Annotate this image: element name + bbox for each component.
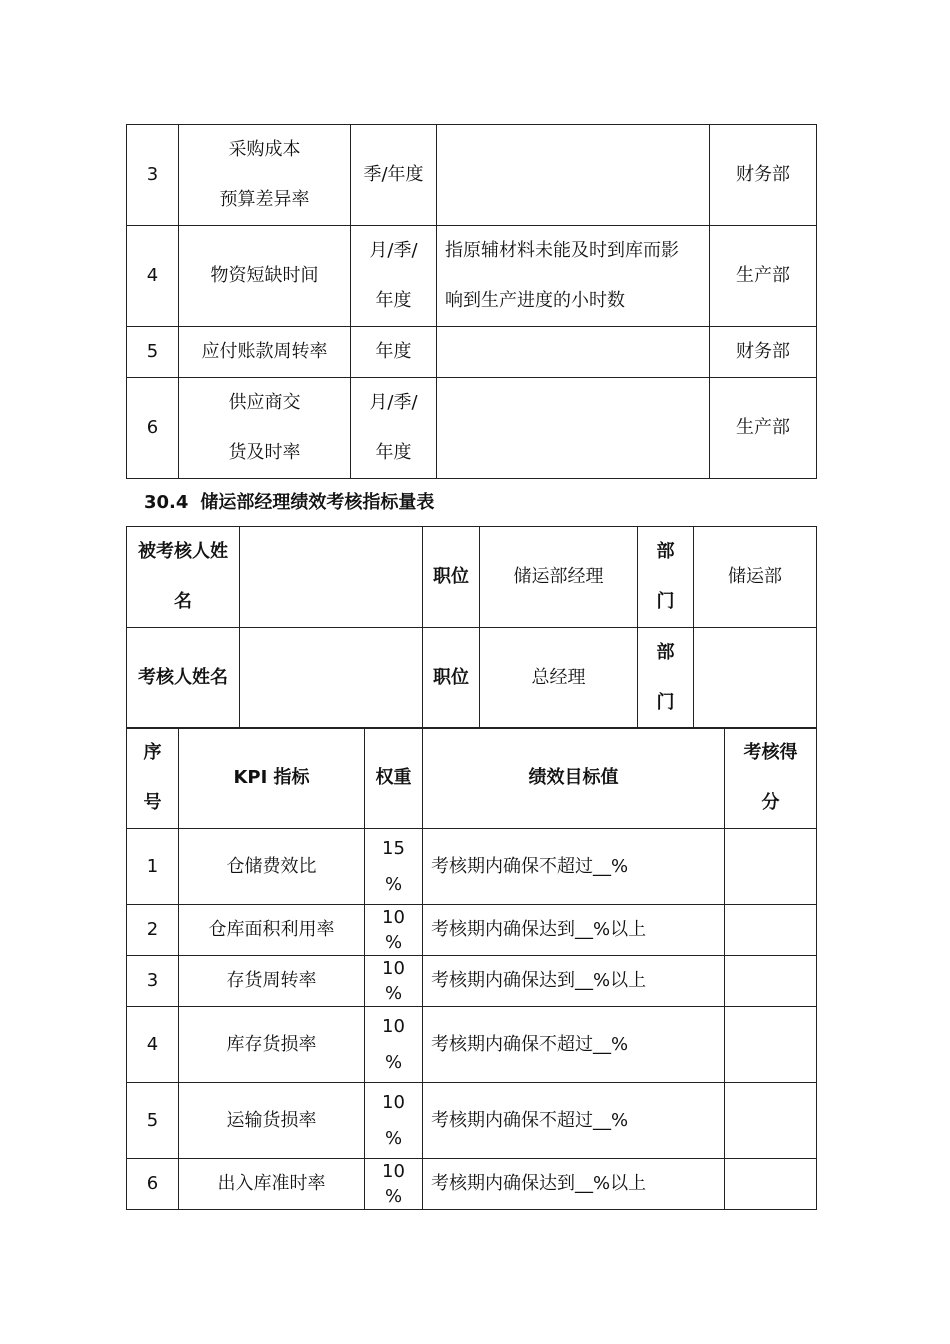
table-row <box>127 378 817 479</box>
kpi-name: 供应商交 货及时率 <box>179 378 351 479</box>
table-row <box>127 1159 817 1210</box>
kpi-table <box>126 727 817 1210</box>
target: 考核期内确保不超过__% <box>423 1083 725 1159</box>
target: 考核期内确保达到__%以上 <box>423 956 725 1007</box>
row-number: 3 <box>127 956 179 1007</box>
kpi-name: 运输货损率 <box>179 1083 365 1159</box>
weight: 10 % <box>365 1159 423 1210</box>
period: 季/年度 <box>351 125 437 226</box>
kpi-name: 物资短缺时间 <box>179 226 351 327</box>
kpi-continuation-table <box>126 124 817 479</box>
table-row <box>127 1083 817 1159</box>
assessee-name-label: 被考核人姓 名 <box>127 527 240 628</box>
table-row <box>127 628 817 729</box>
position-value: 总经理 <box>480 628 638 729</box>
header-no: 序 号 <box>127 728 179 829</box>
department-value <box>694 628 817 729</box>
score <box>725 905 817 956</box>
target: 考核期内确保达到__%以上 <box>423 1159 725 1210</box>
period: 年度 <box>351 327 437 378</box>
assessor-name-label: 考核人姓名 <box>127 628 240 729</box>
row-number: 5 <box>127 327 179 378</box>
kpi-name: 应付账款周转率 <box>179 327 351 378</box>
period: 月/季/ 年度 <box>351 378 437 479</box>
department-value: 储运部 <box>694 527 817 628</box>
weight: 10 % <box>365 956 423 1007</box>
section-title <box>144 488 434 518</box>
header-weight: 权重 <box>365 728 423 829</box>
period: 月/季/ 年度 <box>351 226 437 327</box>
row-number: 5 <box>127 1083 179 1159</box>
row-number: 2 <box>127 905 179 956</box>
table-row <box>127 125 817 226</box>
kpi-name: 出入库准时率 <box>179 1159 365 1210</box>
department: 生产部 <box>710 226 817 327</box>
description <box>437 378 710 479</box>
assessor-name-value <box>240 628 423 729</box>
position-label: 职位 <box>423 628 480 729</box>
row-number: 6 <box>127 1159 179 1210</box>
row-number: 4 <box>127 1007 179 1083</box>
section-title-text: 储运部经理绩效考核指标量表 <box>200 492 435 513</box>
table-row <box>127 829 817 905</box>
kpi-name: 库存货损率 <box>179 1007 365 1083</box>
table-row <box>127 956 817 1007</box>
target: 考核期内确保达到__%以上 <box>423 905 725 956</box>
header-target: 绩效目标值 <box>423 728 725 829</box>
target: 考核期内确保不超过__% <box>423 1007 725 1083</box>
department-label: 部 门 <box>638 527 694 628</box>
row-number: 1 <box>127 829 179 905</box>
description <box>437 125 710 226</box>
position-value: 储运部经理 <box>480 527 638 628</box>
score <box>725 956 817 1007</box>
kpi-name: 存货周转率 <box>179 956 365 1007</box>
row-number: 3 <box>127 125 179 226</box>
department-label: 部 门 <box>638 628 694 729</box>
description: 指原辅材料未能及时到库而影 响到生产进度的小时数 <box>437 226 710 327</box>
department: 财务部 <box>710 327 817 378</box>
weight: 10 % <box>365 905 423 956</box>
table-row <box>127 226 817 327</box>
section-number: 30.4 <box>144 492 189 513</box>
weight: 10 % <box>365 1007 423 1083</box>
assessee-name-value <box>240 527 423 628</box>
table-header-row <box>127 728 817 829</box>
row-number: 6 <box>127 378 179 479</box>
table-row <box>127 905 817 956</box>
score <box>725 829 817 905</box>
header-kpi: KPI 指标 <box>179 728 365 829</box>
score <box>725 1007 817 1083</box>
kpi-name: 采购成本 预算差异率 <box>179 125 351 226</box>
department: 财务部 <box>710 125 817 226</box>
weight: 10 % <box>365 1083 423 1159</box>
position-label: 职位 <box>423 527 480 628</box>
kpi-name: 仓库面积利用率 <box>179 905 365 956</box>
score <box>725 1083 817 1159</box>
kpi-name: 仓储费效比 <box>179 829 365 905</box>
target: 考核期内确保不超过__% <box>423 829 725 905</box>
table-row <box>127 527 817 628</box>
table-row <box>127 327 817 378</box>
row-number: 4 <box>127 226 179 327</box>
weight: 15 % <box>365 829 423 905</box>
description <box>437 327 710 378</box>
score <box>725 1159 817 1210</box>
table-row <box>127 1007 817 1083</box>
header-score: 考核得 分 <box>725 728 817 829</box>
assessment-header-table <box>126 526 817 729</box>
department: 生产部 <box>710 378 817 479</box>
